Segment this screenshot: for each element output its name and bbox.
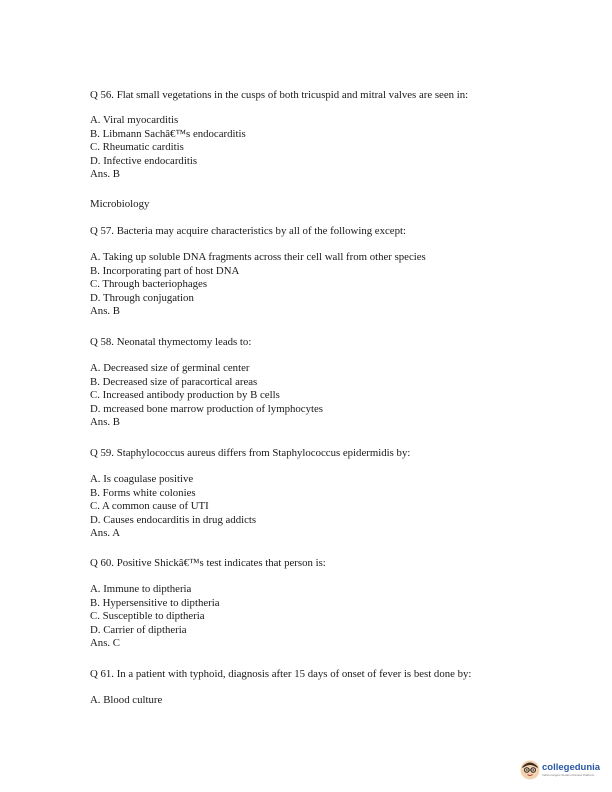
question-text: Q 60. Positive Shickâ€™s test indicates that person is: bbox=[90, 557, 326, 569]
options-57 bbox=[90, 251, 590, 319]
option-c: C. Increased antibody production by B cells bbox=[90, 389, 280, 402]
option-c: C. Through bacteriophages bbox=[90, 278, 208, 291]
question-text: Q 61. In a patient with typhoid, diagnosis after 15 days of onset of fever is best done by: bbox=[90, 668, 472, 680]
question-59 bbox=[90, 446, 590, 460]
option-c: C. A common cause of UTI bbox=[90, 500, 209, 513]
option-a: A. Decreased size of germinal center bbox=[90, 362, 250, 374]
logo-text: collegedunia bbox=[542, 762, 601, 773]
question-57 bbox=[90, 224, 590, 238]
option-a: A. Blood culture bbox=[90, 694, 163, 706]
option-a: A. Viral myocarditis bbox=[90, 114, 179, 126]
question-text: Q 59. Staphylococcus aureus differs from Staphylococcus epidermidis by: bbox=[90, 447, 411, 459]
section-heading bbox=[90, 197, 590, 211]
options-61 bbox=[90, 694, 590, 708]
option-d: D. Through conjugation bbox=[90, 291, 194, 304]
option-b: B. Libmann Sachâ€™s endocarditis bbox=[90, 127, 246, 140]
answer: Ans. B bbox=[90, 305, 120, 318]
question-text: Q 57. Bacteria may acquire characteristics by all of the following except: bbox=[90, 225, 406, 237]
option-a: A. Taking up soluble DNA fragments across their cell wall from other species bbox=[90, 251, 426, 263]
option-b: B. Decreased size of paracortical areas bbox=[90, 375, 258, 388]
option-b: B. Incorporating part of host DNA bbox=[90, 264, 240, 277]
logo-tagline: India's largest Student Review Platform bbox=[542, 773, 595, 777]
question-58 bbox=[90, 335, 590, 349]
question-text: Q 58. Neonatal thymectomy leads to: bbox=[90, 336, 252, 348]
option-d: D. Causes endocarditis in drug addicts bbox=[90, 513, 257, 526]
option-d: D. mcreased bone marrow production of lymphocytes bbox=[90, 402, 323, 415]
question-text: Q 56. Flat small vegetations in the cusps of both tricuspid and mitral valves are seen in: bbox=[90, 89, 469, 101]
question-61 bbox=[90, 667, 590, 681]
option-d: D. Carrier of diptheria bbox=[90, 623, 187, 636]
logo-mascot-icon bbox=[520, 760, 540, 780]
section-title: Microbiology bbox=[90, 198, 150, 210]
answer: Ans. B bbox=[90, 416, 120, 429]
collegedunia-logo bbox=[520, 758, 610, 782]
option-a: A. Is coagulase positive bbox=[90, 473, 194, 485]
question-60 bbox=[90, 556, 590, 570]
answer: Ans. C bbox=[90, 637, 120, 650]
option-c: C. Rheumatic carditis bbox=[90, 141, 184, 154]
options-60 bbox=[90, 583, 590, 651]
answer: Ans. B bbox=[90, 168, 120, 181]
question-56 bbox=[90, 88, 590, 102]
option-b: B. Forms white colonies bbox=[90, 486, 196, 499]
option-b: B. Hypersensitive to diptheria bbox=[90, 596, 220, 609]
option-d: D. Infective endocarditis bbox=[90, 154, 198, 167]
option-a: A. Immune to diptheria bbox=[90, 583, 192, 595]
option-c: C. Susceptible to diptheria bbox=[90, 610, 205, 623]
options-59 bbox=[90, 473, 590, 541]
answer: Ans. A bbox=[90, 527, 120, 540]
options-56 bbox=[90, 114, 590, 182]
options-58 bbox=[90, 362, 590, 430]
